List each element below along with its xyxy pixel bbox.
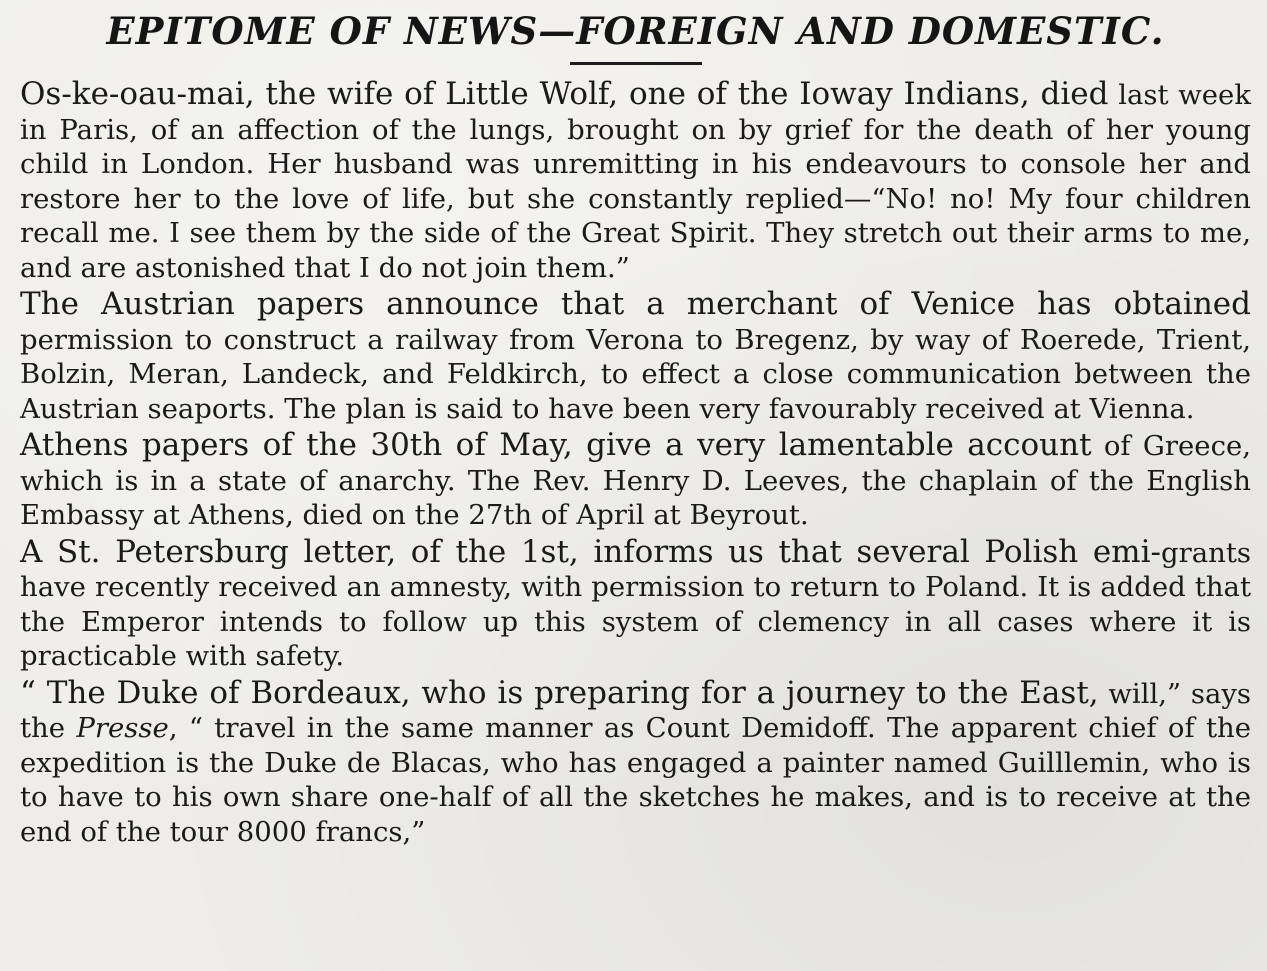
article-lead: A St. Petersburg letter, of the 1st, informs us that several Polish emi- bbox=[20, 533, 1161, 570]
article-lead: Athens papers of the 30th of May, give a very lamentable account bbox=[20, 427, 1092, 463]
article-body: permission to construct a railway from Verona to Bregenz, by way of Roerede, Trient, Bolzin, Meran, Landeck, and Feldkirch, to effect a close communication between the Austrian seaports. The plan is said to have been very favourably received at Vienna. bbox=[20, 323, 1251, 425]
article-ioway-indians bbox=[20, 77, 1251, 285]
headline-rule bbox=[570, 62, 702, 65]
headline: EPITOME OF NEWS—FOREIGN AND DOMESTIC. bbox=[106, 9, 1165, 53]
article-body: of Greece, which is in a state of anarchy. The Rev. Henry D. Leeves, the chaplain of the English Embassy at Athens, died on the 27th of April at Beyrout. bbox=[20, 430, 1251, 531]
article-lead: Os-ke-oau-mai, the wife of Little Wolf, one of the Ioway Indians, died bbox=[20, 76, 1109, 112]
article-lead: “ The Duke of Bordeaux, who is preparing for a journey to the East, bbox=[20, 674, 1099, 711]
article-body: will,” says the bbox=[20, 677, 1251, 744]
newspaper-name: Presse bbox=[76, 712, 169, 744]
article-body: grants have recently received an amnesty, with permission to return to Poland. It is added that the Emperor intends to follow up this system of clemency in all cases where it is practicable with safety. bbox=[20, 536, 1251, 672]
article-athens-greece bbox=[20, 428, 1251, 533]
article-st-petersburg-amnesty bbox=[20, 535, 1251, 674]
article-body: last week in Paris, of an affection of the lungs, brought on by grief for the death of her young child in London. Her husband was unremitting in his endeavours to console her and restore her to the love of life, but she constantly replied—“No! no! My four children recall me. I see them by the side of the Great Spirit. They stretch out their arms to me, and are astonished that I do not join them.” bbox=[20, 79, 1251, 284]
article-duke-of-bordeaux bbox=[20, 676, 1251, 850]
article-austrian-railway bbox=[20, 287, 1251, 426]
article-lead: The Austrian papers announce that a merchant of Venice has obtained bbox=[20, 286, 1251, 322]
article-body: , “ travel in the same manner as Count Demidoff. The apparent chief of the expedition is the Duke de Blacas, who has engaged a painter named Guilllemin, who is to have to his own share one-half of all the sketches he makes, and is to receive at the end of the tour 8000 francs,” bbox=[20, 712, 1252, 848]
